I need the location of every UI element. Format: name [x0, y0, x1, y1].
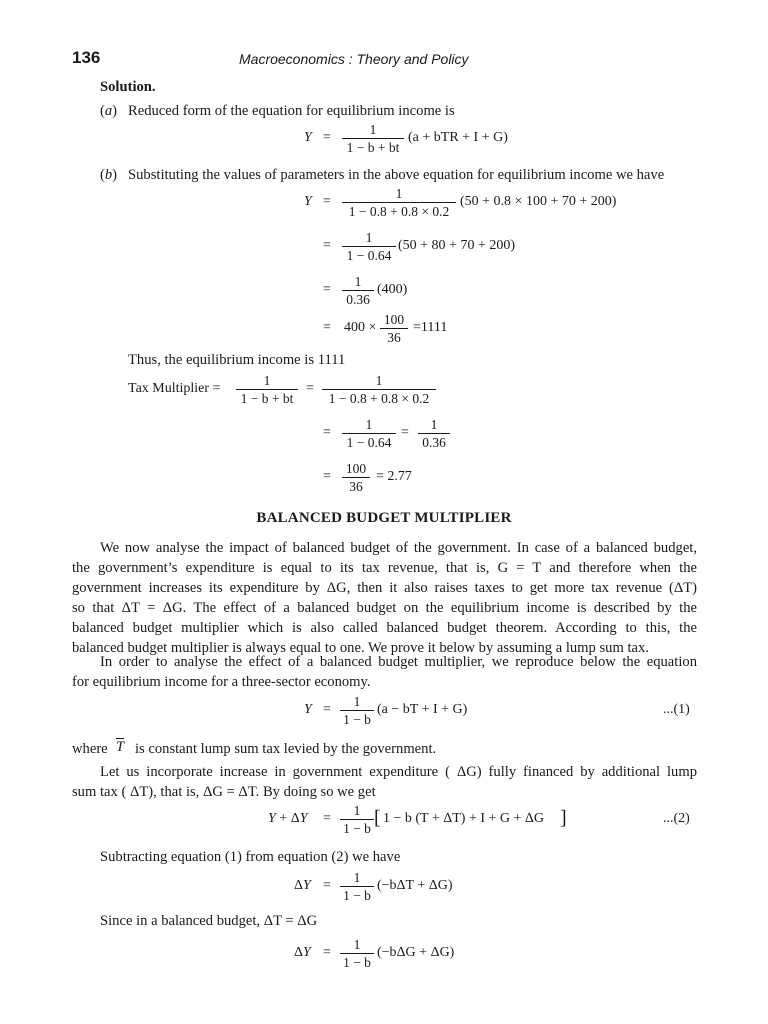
tax-multiplier-label: Tax Multiplier = [128, 381, 221, 396]
right-bracket: ] [560, 807, 567, 829]
eq3-fraction: 1 1 − b [340, 869, 374, 904]
para2-line: for equilibrium income for a three-sector economy. [72, 674, 371, 690]
tax-mult-equals-4: = [323, 469, 331, 484]
eq-step3-equals: = [323, 282, 331, 297]
eq4-lhs: ΔY [294, 945, 311, 960]
tax-mult-equals-1: = [306, 381, 314, 396]
eq2-equals: = [323, 811, 331, 826]
eq-step2-fraction: 1 1 − 0.64 [342, 229, 396, 264]
tax-mult-fraction-2: 1 1 − 0.8 + 0.8 × 0.2 [322, 372, 436, 407]
eq-reduced-equals: = [323, 130, 331, 145]
lump-sum-tax-symbol: $\overline{T}$ [116, 739, 125, 755]
eq-step2-rest: (50 + 80 + 70 + 200) [398, 238, 516, 253]
running-header-title: Macroeconomics : Theory and Policy [239, 51, 469, 67]
eq2-rest: 1 − b (T + ΔT) + I + G + ΔG [383, 811, 545, 826]
eq1-equals: = [323, 702, 331, 717]
eq-step1-lhs: Y [304, 194, 312, 209]
eq2-lhs: Y + ΔY [268, 811, 308, 826]
paragraph-incorporate-increase [72, 762, 697, 802]
tax-mult-equals-3: = [401, 425, 409, 440]
para1-line: balanced budget multiplier which is also called balanced budget theorem. According to this, the [72, 620, 697, 636]
eq2-fraction: 1 1 − b [340, 802, 374, 837]
eq-step4-result: =1111 [413, 320, 448, 335]
eq-step1-equals: = [323, 194, 331, 209]
part-a-text: Reduced form of the equation for equilibrium income is [128, 103, 455, 119]
eq4-rest: (−bΔG + ΔG) [377, 945, 455, 960]
eq-step4-equals: = [323, 320, 331, 335]
eq1-fraction: 1 1 − b [340, 693, 374, 728]
para3-line: sum tax ( ΔT), that is, ΔG = ΔT. By doing so we get [72, 784, 376, 800]
paragraph-balanced-budget-intro [72, 538, 697, 658]
part-a-label: (a) [100, 103, 118, 119]
eq3-rest: (−bΔT + ΔG) [377, 878, 453, 893]
eq-reduced-lhs: Y [304, 130, 312, 145]
eq-step3-rest: (400) [377, 282, 408, 297]
eq-step2-equals: = [323, 238, 331, 253]
page-number: 136 [72, 48, 101, 67]
solution-label: Solution. [100, 79, 156, 95]
where-text: is constant lump sum tax levied by the government. [135, 741, 437, 757]
eq3-equals: = [323, 878, 331, 893]
tax-mult-fraction-4: 1 0.36 [418, 416, 450, 451]
para3-line: Let us incorporate increase in government expenditure ( ΔG) fully financed by additional lump [100, 764, 697, 780]
eq4-fraction: 1 1 − b [340, 936, 374, 971]
tax-mult-fraction-3: 1 1 − 0.64 [342, 416, 396, 451]
subtract-text: Subtracting equation (1) from equation (2) we have [100, 849, 401, 865]
eq-step4-fraction: 100 36 [380, 311, 408, 346]
eq-step1-rest: (50 + 0.8 × 100 + 70 + 200) [460, 194, 617, 209]
equilibrium-income-statement: Thus, the equilibrium income is 1111 [128, 352, 346, 368]
tax-mult-equals-2: = [323, 425, 331, 440]
tax-mult-fraction-1: 1 1 − b + bt [236, 372, 298, 407]
para1-line: the government’s expenditure is equal to its tax revenue, that is, G = T and therefore when the [72, 560, 697, 576]
part-b-text: Substituting the values of parameters in the above equation for equilibrium income we have [128, 167, 665, 183]
tax-mult-fraction-5: 100 36 [342, 460, 370, 495]
para1-line: government increases its expenditure by ΔG, then it also raises taxes to get more tax revenue (ΔT) [72, 580, 697, 596]
left-bracket: [ [374, 807, 381, 829]
eq1-lhs: Y [304, 702, 312, 717]
eq3-lhs: ΔY [294, 878, 311, 893]
eq-reduced-rest: (a + bTR + I + G) [408, 130, 508, 145]
since-text: Since in a balanced budget, ΔT = ΔG [100, 913, 318, 929]
paragraph-three-sector [72, 652, 697, 692]
part-b-label: (b) [100, 167, 118, 183]
para2-line: In order to analyse the effect of a balanced budget multiplier, we reproduce below the equation [100, 654, 697, 670]
para1-line: balanced budget multiplier is always equal to one. We prove it below by assuming a lump sum tax. [72, 640, 649, 656]
eq-step3-fraction: 1 0.36 [342, 273, 374, 308]
eq2-number: ...(2) [663, 811, 690, 826]
eq-step1-fraction: 1 1 − 0.8 + 0.8 × 0.2 [342, 185, 456, 220]
para1-line: We now analyse the impact of balanced budget of the government. In case of a balanced budget, [100, 540, 697, 556]
section-heading: BALANCED BUDGET MULTIPLIER [256, 510, 512, 526]
where-label: where [72, 741, 108, 757]
eq-reduced-fraction: 1 1 − b + bt [342, 121, 404, 156]
eq4-equals: = [323, 945, 331, 960]
tax-mult-result: = 2.77 [376, 469, 412, 484]
eq1-number: ...(1) [663, 702, 690, 717]
eq-step4-prefix: 400 × [344, 320, 377, 335]
para1-line: so that ΔT = ΔG. The effect of a balanced budget on the equilibrium income is described by the [72, 600, 697, 616]
eq1-rest: (a − bT + I + G) [377, 702, 468, 717]
